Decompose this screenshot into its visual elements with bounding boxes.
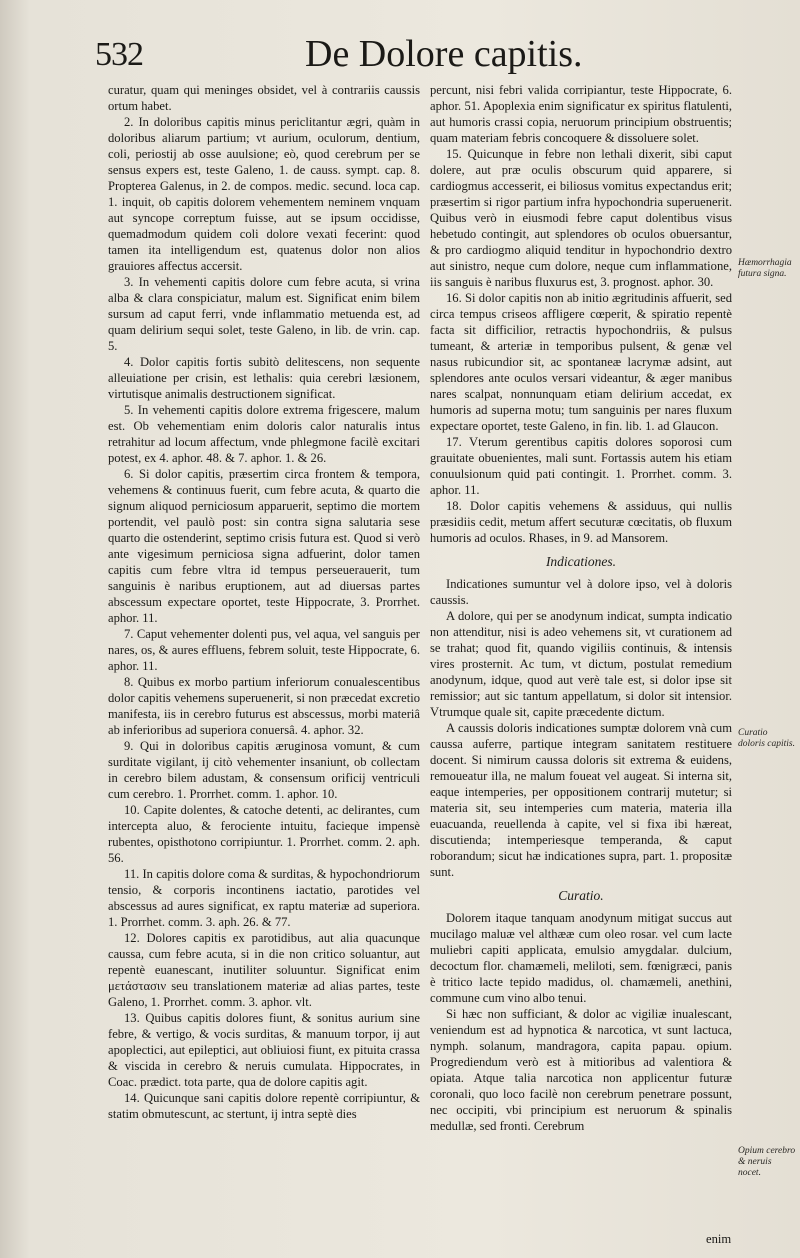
paragraph: Dolorem itaque tanquam anodynum mitigat succus aut mucilago maluæ vel althææ cum oleo rosar. vel cum lacte muliebri capiti applicata, emulsio amygdalar. dulcium, decoctum flor. chamæmeli, meliloti, sem. fœnigræci, panis è tritico lacte tepido madidus, ol. chamæmeli, anethini, commune cum vino albo tenui. — [430, 911, 732, 1005]
margin-note: Opium cerebro & neruis nocet. — [738, 1146, 796, 1178]
paragraph: 9. Qui in doloribus capitis æruginosa vomunt, & cum surditate vigilant, ij citò vehementer insaniunt, ob collectam in cerebro bilem adustam, & consensum orificij ventriculi cum cerebro. 1. Prorrhet. comm. 1. aphor. 10. — [108, 739, 420, 801]
left-column — [108, 82, 420, 1122]
paragraph: 8. Quibus ex morbo partium inferiorum conualescentibus dolor capitis vehemens superuenerit, si non præcedat excretio manifesta, iis in cerebro futurus est abscessus, morbi materiâ ab inferioribus ad superiora conuersâ. 4. aphor. 32. — [108, 675, 420, 737]
paragraph: 15. Quicunque in febre non lethali dixerit, sibi caput dolere, aut præ oculis obscurum quid apparere, si cardiogmus accesserit, ei biliosus vomitus expectandus erit; præsertim si rigor partium infra hypochondria superuenerit. Quibus verò in eiusmodi febre caput dolentibus visus hebetudo contingit, aut splendores ob oculos obuersantur, & pro cardiogmo aliquid tenditur in hypochondrio dextro aut sinistro, neque cum dolore, neque cum inflammatione, iis sanguis è naribus fluxurus est, 3. prognost. aphor. 30. — [430, 147, 732, 289]
paragraph: 16. Si dolor capitis non ab initio ægritudinis affuerit, sed circa tempus criseos affligere cœperit, & spiratio repentè facta sit difficilior, retractis hypochondriis, & pulsus tumeant, & arteriæ in temporibus pulsent, & genæ vel nasus rubicundior sit, ac spontaneæ lacrymæ adsint, aut splendores ante oculos versari videantur, & æger manibus nares scalpat, nonnunquam etiam delirium accedat, ex humoris ad superna motu; tum sanguinis per nares fluxum expectare oportet, teste Galeno, in fin. lib. 1. ad Glaucon. — [430, 291, 732, 433]
paragraph: 7. Caput vehementer dolenti pus, vel aqua, vel sanguis per nares, os, & aures effluens, febrem soluit, teste Hippocrate, 6. aphor. 11. — [108, 627, 420, 673]
paragraph: A dolore, qui per se anodynum indicat, sumpta indicatio non attenditur, nisi is adeo vehemens sit, vt curationem ad se trahat; quod fit, quando vigiliis continuis, & intensis vires prosternit. Ac tum, vt dictum, postulat remedium anodynum, idque, quod aut verè tale est, si dolor ipse sit remissior; aut sic tantum appellatum, si dolor sit intensior. Vtrumque quale sit, capite præcedente dictum. — [430, 609, 732, 719]
paragraph: 18. Dolor capitis vehemens & assiduus, qui nullis præsidiis cedit, metum affert secuturæ cœcitatis, ob fluxum humoris ad oculos. Rhases, in 9. ad Mansorem. — [430, 499, 732, 545]
paragraph: Si hæc non sufficiant, & dolor ac vigiliæ inualescant, veniendum est ad hypnotica & narcotica, vt sunt lactuca, nymph. solanum, mandragora, capita papau. opium. Progrediendum verò est à mitioribus ad valentiora & opiata. Atque talia narcotica non applicentur futuræ coronali, quo loco facilè non cerebrum penetrare possunt, nec occipiti, vbi principium est neruorum & spinalis medullæ, sed fronti. Cerebrum — [430, 1007, 732, 1133]
paragraph: 14. Quicunque sani capitis dolore repentè corripiuntur, & statim obmutescunt, ac stertunt, ij intra septè dies — [108, 1091, 420, 1121]
paragraph: A caussis doloris indicationes sumptæ dolorem vnà cum caussa auferre, partique integram sanitatem restituere docent. Si nimirum caussa doloris sit extrema & euidens, remoueatur illa, ne malum foueat vel augeat. Si interna sit, eaque intemperies, per oppositionem contrarij mutetur; si materia sit, seu intemperies cum materia, materia illa euacuanda, reuellenda à capite, vel si fixa ibi hæreat, discutienda; intemperiesque temperanda, & caput roborandum; sicut hæ indicationes supra, part. 1. propositæ sunt. — [430, 721, 732, 879]
paragraph: 10. Capite dolentes, & catoche detenti, ac delirantes, cum intercepta aluo, & ferociente intuitu, facieque impensè rubentes, opisthotono corripiuntur. 1. Prorrhet. comm. 2. aph. 56. — [108, 803, 420, 865]
paragraph: 2. In doloribus capitis minus periclitantur ægri, quàm in doloribus aliarum partium; vt aurium, oculorum, dentium, coli, periostij ab osse auulsione; eò, quod cerebrum per se sensus expers est, teste Galeno, 1. de causs. sympt. cap. 8. Propterea Galenus, in 2. de compos. medic. secund. loca cap. 1. inquit, ob capitis dolorem vehementem neminem vnquam aut syncope correptum fuisse, aut se ipsum occidisse, quemadmodum quidem coli dolore vexati fecerint: quod tamen ita intelligendum est, quatenus dolor non alios grauiores affectus accersit. — [108, 115, 420, 273]
paragraph: 11. In capitis dolore coma & surditas, & hypochondriorum tensio, & corporis incontinens iactatio, parotides vel abscessus ad aures significat, ex raptu materiæ ad superiora. 1. Prorrhet. comm. 3. aph. 26. & 77. — [108, 867, 420, 929]
paragraph: 6. Si dolor capitis, præsertim circa frontem & tempora, vehemens & continuus fuerit, cum febre acuta, & quarto die signum aliquod perniciosum apparuerit, septimo die mortem portendit, vel paulò post: sin contra signa salutaria sese quarto die ostenderint, septimo crisis futura est. Quod si verò ante vigesimum perniciosa signa adfuerint, dolor tamen capitis cum febre vltra id tempus perseuerauerit, tum sanguinis è naribus eruptionem, aut ad diuersas partes abscessum expectare oportet, teste Hippocrate, 3. Prorrhet. aphor. 11. — [108, 467, 420, 625]
paragraph: 5. In vehementi capitis dolore extrema frigescere, malum est. Ob vehementiam enim doloris calor naturalis intus retrahitur ad locum affectum, vnde phlegmone facilè excitari potest, ex 4. aphor. 48. & 7. aphor. 1. & 26. — [108, 403, 420, 465]
paragraph: 3. In vehementi capitis dolore cum febre acuta, si vrina alba & clara conspiciatur, malum est. Significat enim bilem sursum ad caput ferri, vnde inflammatio metuenda est, ad quam delirium sequi solet, teste Galeno, in lib. de vrin. cap. 5. — [108, 275, 420, 353]
right-column — [430, 82, 732, 1134]
margin-note: Curatio doloris capitis. — [738, 728, 796, 749]
paragraph: percunt, nisi febri valida corripiantur, teste Hippocrate, 6. aphor. 51. Apoplexia enim significatur ex spiritus flatulenti, aut humoris crassi copia, neruorum principium obstruentis; quam materiam febris concoquere & dissoluere solet. — [430, 83, 732, 145]
catchword: enim — [706, 1232, 732, 1246]
paragraph: 4. Dolor capitis fortis subitò delitescens, non sequente alleuiatione per crisin, est lethalis: quia cerebri læsionem, virtutisque animalis destructionem significat. — [108, 355, 420, 401]
section-heading-curatio: Curatio. — [558, 888, 604, 903]
margin-note: Hæmorrhagia futura signa. — [738, 258, 792, 279]
paragraph: Indicationes sumuntur vel à dolore ipso, vel à doloris caussis. — [430, 577, 732, 607]
paragraph: 13. Quibus capitis dolores fiunt, & sonitus aurium sine febre, & vertigo, & vocis surditas, & manuum torpor, ij aut apoplectici, aut epileptici, aut obliuiosi fiunt, ex pituita crassa & viscida in cerebro & neruis cumulata. Hippocrates, in Coac. prædict. tota parte, qua de dolore capitis agit. — [108, 1011, 420, 1089]
paragraph: 17. Vterum gerentibus capitis dolores soporosi cum grauitate obuenientes, mali sunt. Fortassis autem his etiam conuulsionum quid pati contingit. 1. Prorrhet. comm. 3. aphor. 11. — [430, 435, 732, 497]
paragraph: curatur, quam qui meninges obsidet, vel à contrariis caussis ortum habet. — [108, 83, 420, 113]
paragraph: 12. Dolores capitis ex parotidibus, aut alia quacunque caussa, cum febre acuta, si in die non critico soluantur, aut repentè euanescant, inutiliter soluuntur. Significat enim μετάστασιν seu translationem materiæ ad alias partes, teste Galeno, 1. Prorrhet. comm. 3. aphor. vlt. — [108, 931, 420, 1009]
section-heading-indicationes: Indicationes. — [545, 554, 617, 569]
page-header — [95, 30, 695, 90]
page-number: 532 — [95, 36, 143, 73]
running-title: De Dolore capitis. — [305, 33, 583, 75]
